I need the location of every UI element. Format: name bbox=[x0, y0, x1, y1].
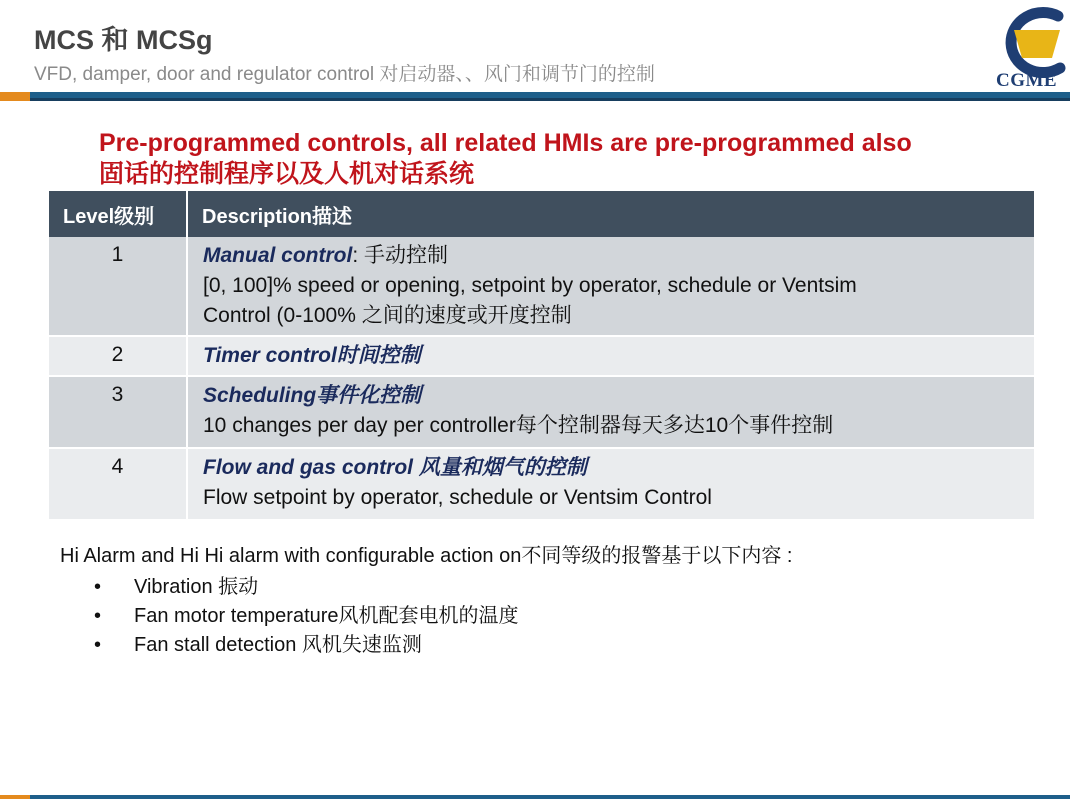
table-row bbox=[49, 376, 1034, 448]
description-cell bbox=[187, 237, 1034, 336]
level-cell: 1 bbox=[49, 237, 187, 336]
level-detail: Control (0-100% 之间的速度或开度控制 bbox=[203, 304, 572, 327]
level-cell: 4 bbox=[49, 448, 187, 520]
table-row bbox=[49, 237, 1034, 336]
bullet-icon: • bbox=[94, 576, 102, 598]
headline bbox=[99, 128, 912, 190]
header-level: Level级别 bbox=[49, 191, 187, 237]
header-rule bbox=[0, 92, 1070, 101]
table-row bbox=[49, 336, 1034, 376]
description-cell bbox=[187, 448, 1034, 520]
list-item-text: Vibration 振动 bbox=[134, 576, 259, 598]
header-description: Description描述 bbox=[187, 191, 1034, 237]
logo-text: CGME bbox=[996, 70, 1058, 91]
page-title: MCS 和 MCSg bbox=[34, 25, 213, 55]
level-detail: Flow setpoint by operator, schedule or Ventsim Control bbox=[203, 486, 712, 509]
level-name-suffix: : 手动控制 bbox=[352, 244, 449, 267]
level-detail: [0, 100]% speed or opening, setpoint by operator, schedule or Ventsim bbox=[203, 274, 857, 297]
level-name: Manual control bbox=[203, 244, 353, 267]
level-name: Flow and gas control 风量和烟气的控制 bbox=[203, 456, 587, 479]
description-cell bbox=[187, 376, 1034, 448]
list-item bbox=[94, 631, 519, 660]
table-header-row bbox=[49, 191, 1034, 237]
alarm-list bbox=[94, 573, 519, 660]
page-subtitle: VFD, damper, door and regulator control 对启动器、、风门和调节门的控制 bbox=[34, 64, 655, 85]
level-detail: 10 changes per day per controller每个控制器每天多达10个事件控制 bbox=[203, 414, 834, 437]
level-cell: 2 bbox=[49, 336, 187, 376]
list-item bbox=[94, 573, 519, 602]
headline-line1: Pre-programmed controls, all related HMIs are pre-programmed also bbox=[99, 129, 912, 157]
level-name: Timer control时间控制 bbox=[203, 344, 421, 367]
bullet-icon: • bbox=[94, 634, 102, 656]
alarm-intro: Hi Alarm and Hi Hi alarm with configurable action on不同等级的报警基于以下内容 : bbox=[60, 545, 793, 567]
description-cell bbox=[187, 336, 1034, 376]
control-levels-table bbox=[49, 191, 1034, 521]
headline-line2: 固话的控制程序以及人机对话系统 bbox=[99, 160, 475, 188]
footer-rule bbox=[0, 795, 1070, 799]
level-name: Scheduling事件化控制 bbox=[203, 384, 422, 407]
list-item bbox=[94, 602, 519, 631]
table-row bbox=[49, 448, 1034, 520]
level-cell: 3 bbox=[49, 376, 187, 448]
list-item-text: Fan motor temperature风机配套电机的温度 bbox=[134, 605, 519, 627]
bullet-icon: • bbox=[94, 605, 102, 627]
list-item-text: Fan stall detection 风机失速监测 bbox=[134, 634, 422, 656]
